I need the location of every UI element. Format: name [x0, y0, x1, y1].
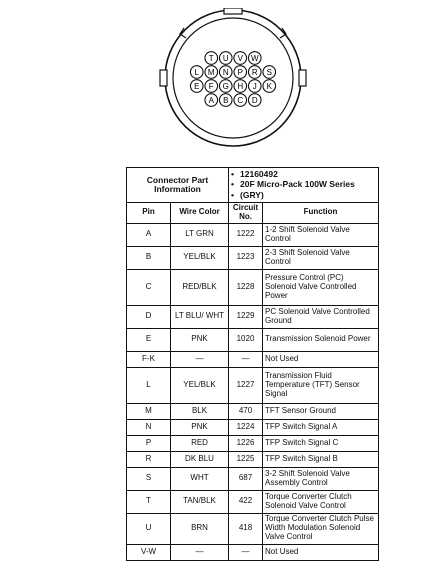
table-row	[127, 490, 379, 513]
pin-cell: R	[127, 451, 171, 467]
pin-cell: E	[127, 328, 171, 351]
circuit-cell: 418	[229, 513, 263, 544]
function-cell: PC Solenoid Valve Controlled Ground	[263, 305, 379, 328]
circuit-cell: —	[229, 351, 263, 367]
wire-color-cell: BLK	[171, 403, 229, 419]
circuit-cell: 687	[229, 467, 263, 490]
pin-cell: S	[127, 467, 171, 490]
wire-color-cell: DK BLU	[171, 451, 229, 467]
circuit-cell: 1229	[229, 305, 263, 328]
column-header-pin: Pin	[127, 203, 171, 224]
table-row	[127, 435, 379, 451]
table-row	[127, 223, 379, 246]
pin-cell: V-W	[127, 544, 171, 560]
connector-pin-label: M	[207, 68, 215, 77]
connector-pins	[190, 52, 275, 107]
circuit-cell: 1225	[229, 451, 263, 467]
function-cell: Not Used	[263, 544, 379, 560]
connector-pin-label: E	[194, 82, 200, 91]
wire-color-cell: RED/BLK	[171, 269, 229, 305]
wire-color-cell: BRN	[171, 513, 229, 544]
circuit-cell: 1224	[229, 419, 263, 435]
connector-pin-label: D	[251, 96, 258, 105]
wire-color-cell: TAN/BLK	[171, 490, 229, 513]
function-cell: 1-2 Shift Solenoid Valve Control	[263, 223, 379, 246]
pin-cell: A	[127, 223, 171, 246]
table-row	[127, 305, 379, 328]
wire-color-cell: LT GRN	[171, 223, 229, 246]
connector-pin-label: T	[208, 54, 214, 63]
wire-color-cell: YEL/BLK	[171, 246, 229, 269]
connector-pin-label: W	[250, 54, 259, 63]
pin-cell: D	[127, 305, 171, 328]
column-header-circuit: Circuit No.	[229, 203, 263, 224]
connector-pin-label: C	[237, 96, 244, 105]
connector-pin-label: L	[194, 68, 199, 77]
connector-pin-label: K	[266, 82, 272, 91]
column-header-function: Function	[263, 203, 379, 224]
wire-color-cell: PNK	[171, 419, 229, 435]
table-row	[127, 328, 379, 351]
pinout-rows	[127, 223, 379, 560]
connector-left-tab	[160, 70, 167, 86]
connector-pin-label: A	[208, 96, 214, 105]
pin-cell: U	[127, 513, 171, 544]
table-row	[127, 403, 379, 419]
connector-face-diagram	[158, 8, 308, 148]
circuit-cell: 1227	[229, 367, 263, 403]
wire-color-cell: —	[171, 544, 229, 560]
table-row	[127, 367, 379, 403]
pin-cell: N	[127, 419, 171, 435]
connector-pin-label: R	[251, 68, 258, 77]
table-row	[127, 351, 379, 367]
column-header-wire-color: Wire Color	[171, 203, 229, 224]
connector-pin-label: P	[237, 68, 243, 77]
circuit-cell: 470	[229, 403, 263, 419]
circuit-cell: 1226	[229, 435, 263, 451]
pin-cell: T	[127, 490, 171, 513]
wire-color-cell: —	[171, 351, 229, 367]
part-series: • 20F Micro-Pack 100W Series	[231, 180, 376, 189]
connector-inner-ring	[173, 18, 293, 138]
function-cell: Transmission Fluid Temperature (TFT) Sensor Signal	[263, 367, 379, 403]
connector-pin-label: H	[237, 82, 244, 91]
part-color: • (GRY)	[231, 191, 376, 200]
function-cell: 2-3 Shift Solenoid Valve Control	[263, 246, 379, 269]
table-row	[127, 419, 379, 435]
connector-pin-label: S	[266, 68, 272, 77]
wire-color-cell: PNK	[171, 328, 229, 351]
table-row	[127, 467, 379, 490]
connector-pin-label: F	[208, 82, 214, 91]
circuit-cell: —	[229, 544, 263, 560]
connector-top-tab	[224, 8, 242, 14]
connector-part-info-label: Connector Part Information	[127, 168, 229, 203]
connector-pin-label: U	[222, 54, 229, 63]
wire-color-cell: WHT	[171, 467, 229, 490]
pin-cell: F-K	[127, 351, 171, 367]
circuit-cell: 1223	[229, 246, 263, 269]
circuit-cell: 1222	[229, 223, 263, 246]
table-row	[127, 513, 379, 544]
pin-cell: L	[127, 367, 171, 403]
pin-cell: B	[127, 246, 171, 269]
function-cell: TFP Switch Signal C	[263, 435, 379, 451]
pin-cell: M	[127, 403, 171, 419]
function-cell: TFP Switch Signal B	[263, 451, 379, 467]
connector-pin-label: G	[222, 82, 229, 91]
connector-pin-label: V	[237, 54, 243, 63]
connector-pin-label: J	[252, 82, 257, 91]
function-cell: Pressure Control (PC) Solenoid Valve Controlled Power	[263, 269, 379, 305]
pinout-table	[126, 167, 379, 561]
connector-outer-ring	[165, 10, 301, 146]
function-cell: TFP Switch Signal A	[263, 419, 379, 435]
connector-pin-label: B	[223, 96, 229, 105]
wire-color-cell: RED	[171, 435, 229, 451]
wire-color-cell: YEL/BLK	[171, 367, 229, 403]
connector-right-tab	[299, 70, 306, 86]
function-cell: TFT Sensor Ground	[263, 403, 379, 419]
table-row	[127, 451, 379, 467]
function-cell: Not Used	[263, 351, 379, 367]
table-row	[127, 246, 379, 269]
function-cell: 3-2 Shift Solenoid Valve Assembly Control	[263, 467, 379, 490]
pin-cell: P	[127, 435, 171, 451]
function-cell: Transmission Solenoid Power	[263, 328, 379, 351]
table-row	[127, 544, 379, 560]
circuit-cell: 1020	[229, 328, 263, 351]
table-row	[127, 269, 379, 305]
connector-pin-label: N	[222, 68, 229, 77]
function-cell: Torque Converter Clutch Solenoid Valve Control	[263, 490, 379, 513]
connector-part-info-values	[229, 168, 379, 203]
circuit-cell: 422	[229, 490, 263, 513]
part-number: • 12160492	[231, 170, 376, 179]
wire-color-cell: LT BLU/ WHT	[171, 305, 229, 328]
connector-svg	[158, 8, 308, 148]
function-cell: Torque Converter Clutch Pulse Width Modulation Solenoid Valve Control	[263, 513, 379, 544]
pin-cell: C	[127, 269, 171, 305]
circuit-cell: 1228	[229, 269, 263, 305]
